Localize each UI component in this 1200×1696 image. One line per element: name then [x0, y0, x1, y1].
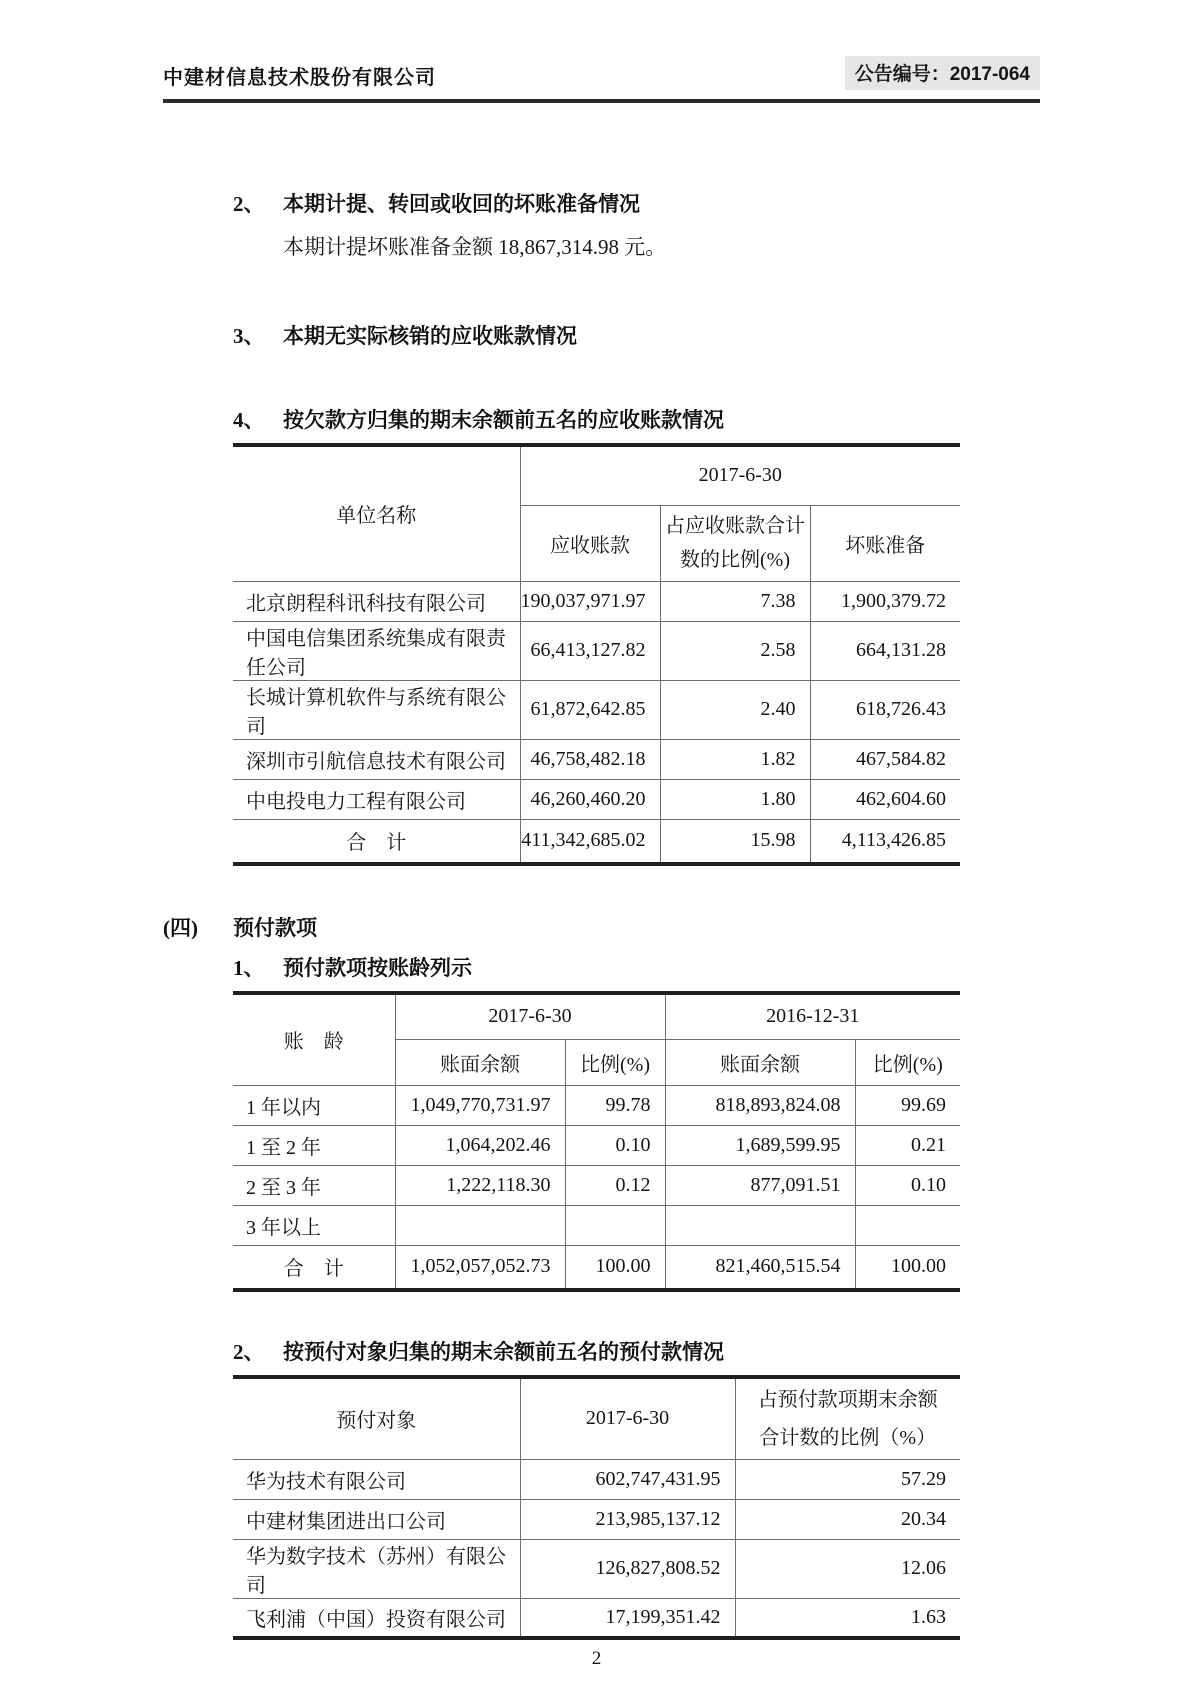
col-header-date-2017-6-30: 2017-6-30 — [520, 447, 960, 505]
table-cell: 华为数字技术（苏州）有限公司 — [233, 1539, 520, 1598]
table-cell: 190,037,971.97 — [520, 581, 660, 621]
section-heading-4 — [233, 406, 960, 447]
table-cell: 1,689,599.95 — [665, 1125, 855, 1165]
table-cell: 0.10 — [855, 1165, 960, 1205]
section-number: 4、 — [233, 408, 265, 432]
table-header — [233, 995, 960, 1085]
table-cell: 2.40 — [660, 680, 810, 739]
table-header — [233, 1379, 960, 1459]
table-cell: 664,131.28 — [810, 621, 960, 680]
table-cell: 818,893,824.08 — [665, 1085, 855, 1125]
col-header-balance-2016: 账面余额 — [665, 1039, 855, 1085]
section-number: 2、 — [233, 192, 265, 216]
table-cell: 4,113,426.85 — [810, 819, 960, 864]
table-cell: 中国电信集团系统集成有限责任公司 — [233, 621, 520, 680]
table-cell: 0.10 — [565, 1125, 665, 1165]
table-body — [233, 581, 960, 864]
col-header-date-2017-6-30: 2017-6-30 — [395, 995, 665, 1039]
table-total-row — [233, 1245, 960, 1290]
col-header-aging: 账 龄 — [233, 995, 395, 1085]
table-body — [233, 1085, 960, 1290]
page-header — [163, 56, 1040, 103]
col-header-date-2017-6-30: 2017-6-30 — [520, 1379, 735, 1459]
table-cell: 12.06 — [735, 1539, 960, 1598]
announcement-number: 公告编号：2017-064 — [845, 56, 1040, 90]
table-cell: 2 至 3 年 — [233, 1165, 395, 1205]
table-cell: 1.63 — [735, 1598, 960, 1638]
table-cell: 1.80 — [660, 779, 810, 819]
table-cell: 411,342,685.02 — [520, 819, 660, 864]
section-heading-3 — [233, 322, 1040, 350]
table-cell: 20.34 — [735, 1499, 960, 1539]
table-row — [233, 621, 960, 680]
table-cell: 602,747,431.95 — [520, 1459, 735, 1499]
table-cell: 213,985,137.12 — [520, 1499, 735, 1539]
table-cell: 华为技术有限公司 — [233, 1459, 520, 1499]
table-cell: 66,413,127.82 — [520, 621, 660, 680]
table-cell: 1.82 — [660, 739, 810, 779]
table-cell: 1,900,379.72 — [810, 581, 960, 621]
table-cell: 北京朗程科讯科技有限公司 — [233, 581, 520, 621]
page-number: 2 — [591, 1648, 602, 1669]
section-title: 本期无实际核销的应收账款情况 — [283, 324, 577, 348]
col-header-ratio — [660, 505, 810, 581]
section-number: 1、 — [233, 956, 265, 980]
section-title: 本期计提、转回或收回的坏账准备情况 — [283, 192, 640, 216]
table-cell: 462,604.60 — [810, 779, 960, 819]
table-row — [233, 1125, 960, 1165]
table-prepayments-aging — [233, 995, 960, 1292]
col-header-unit-name: 单位名称 — [233, 447, 520, 581]
table-cell — [665, 1205, 855, 1245]
table-cell: 3 年以上 — [233, 1205, 395, 1245]
table-cell — [565, 1205, 665, 1245]
table-cell — [395, 1205, 565, 1245]
section-heading-2 — [233, 190, 1040, 218]
table-cell — [855, 1205, 960, 1245]
table-row — [233, 581, 960, 621]
col-header-receivable: 应收账款 — [520, 505, 660, 581]
col-header-ratio-line1: 占预付款项期末余额 — [757, 1388, 938, 1411]
paragraph-bad-debt-amount: 本期计提坏账准备金额 18,867,314.98 元。 — [283, 235, 667, 259]
col-header-ratio-2017: 比例(%) — [565, 1039, 665, 1085]
table-cell: 46,260,460.20 — [520, 779, 660, 819]
table-body — [233, 1459, 960, 1638]
col-header-ratio-line1: 占应收账款合计 — [665, 515, 805, 537]
table-cell: 46,758,482.18 — [520, 739, 660, 779]
table-cell: 15.98 — [660, 819, 810, 864]
table-row — [233, 1539, 960, 1598]
table-cell: 1,049,770,731.97 — [395, 1085, 565, 1125]
section-title: 按欠款方归集的期末余额前五名的应收账款情况 — [283, 408, 724, 432]
table-cell: 99.78 — [565, 1085, 665, 1125]
table-cell: 合 计 — [233, 819, 520, 864]
table-cell: 57.29 — [735, 1459, 960, 1499]
table-cell: 1,064,202.46 — [395, 1125, 565, 1165]
company-name: 中建材信息技术股份有限公司 — [163, 67, 436, 89]
col-header-ratio-2016: 比例(%) — [855, 1039, 960, 1085]
table-cell: 1 至 2 年 — [233, 1125, 395, 1165]
table-row — [233, 680, 960, 739]
col-header-bad-debt: 坏账准备 — [810, 505, 960, 581]
section-number: 2、 — [233, 1340, 265, 1364]
section-number: (四) — [163, 916, 198, 940]
table-row — [233, 739, 960, 779]
table-row — [233, 779, 960, 819]
table-cell: 合 计 — [233, 1245, 395, 1290]
table-cell: 深圳市引航信息技术有限公司 — [233, 739, 520, 779]
table-row — [233, 1499, 960, 1539]
section-heading-four-1 — [233, 954, 960, 995]
table-total-row — [233, 819, 960, 864]
table-header — [233, 447, 960, 581]
table-prepayments-top5 — [233, 1379, 960, 1640]
table-cell: 618,726.43 — [810, 680, 960, 739]
table-row — [233, 1165, 960, 1205]
table-row — [233, 1085, 960, 1125]
col-header-ratio-line2: 数的比例(%) — [680, 549, 790, 571]
table-row — [233, 1205, 960, 1245]
table-cell: 100.00 — [565, 1245, 665, 1290]
table-row — [233, 1459, 960, 1499]
table-cell: 1,052,057,052.73 — [395, 1245, 565, 1290]
section-title: 预付款项 — [233, 916, 317, 940]
table-cell: 中电投电力工程有限公司 — [233, 779, 520, 819]
table-cell: 0.12 — [565, 1165, 665, 1205]
table-cell: 7.38 — [660, 581, 810, 621]
table-cell: 99.69 — [855, 1085, 960, 1125]
col-header-date-2016-12-31: 2016-12-31 — [665, 995, 960, 1039]
table-receivables-top5 — [233, 447, 960, 866]
col-header-balance-2017: 账面余额 — [395, 1039, 565, 1085]
table-cell: 126,827,808.52 — [520, 1539, 735, 1598]
section-title: 按预付对象归集的期末余额前五名的预付款情况 — [283, 1340, 724, 1364]
table-cell: 长城计算机软件与系统有限公司 — [233, 680, 520, 739]
col-header-ratio-line2: 合计数的比例（%） — [759, 1426, 937, 1449]
table-cell: 61,872,642.85 — [520, 680, 660, 739]
table-cell: 2.58 — [660, 621, 810, 680]
table-row — [233, 1598, 960, 1638]
document-content — [163, 98, 1040, 1670]
table-cell: 中建材集团进出口公司 — [233, 1499, 520, 1539]
section-heading-four-2 — [233, 1338, 960, 1379]
section-number: 3、 — [233, 324, 265, 348]
table-cell: 467,584.82 — [810, 739, 960, 779]
col-header-ratio — [735, 1379, 960, 1459]
table-cell: 飞利浦（中国）投资有限公司 — [233, 1598, 520, 1638]
table-cell: 821,460,515.54 — [665, 1245, 855, 1290]
section-title: 预付款项按账龄列示 — [283, 956, 472, 980]
table-cell: 100.00 — [855, 1245, 960, 1290]
table-cell: 877,091.51 — [665, 1165, 855, 1205]
table-cell: 1 年以内 — [233, 1085, 395, 1125]
col-header-prepay-target: 预付对象 — [233, 1379, 520, 1459]
table-cell: 17,199,351.42 — [520, 1598, 735, 1638]
table-cell: 1,222,118.30 — [395, 1165, 565, 1205]
table-cell: 0.21 — [855, 1125, 960, 1165]
section-heading-four — [163, 914, 1040, 942]
